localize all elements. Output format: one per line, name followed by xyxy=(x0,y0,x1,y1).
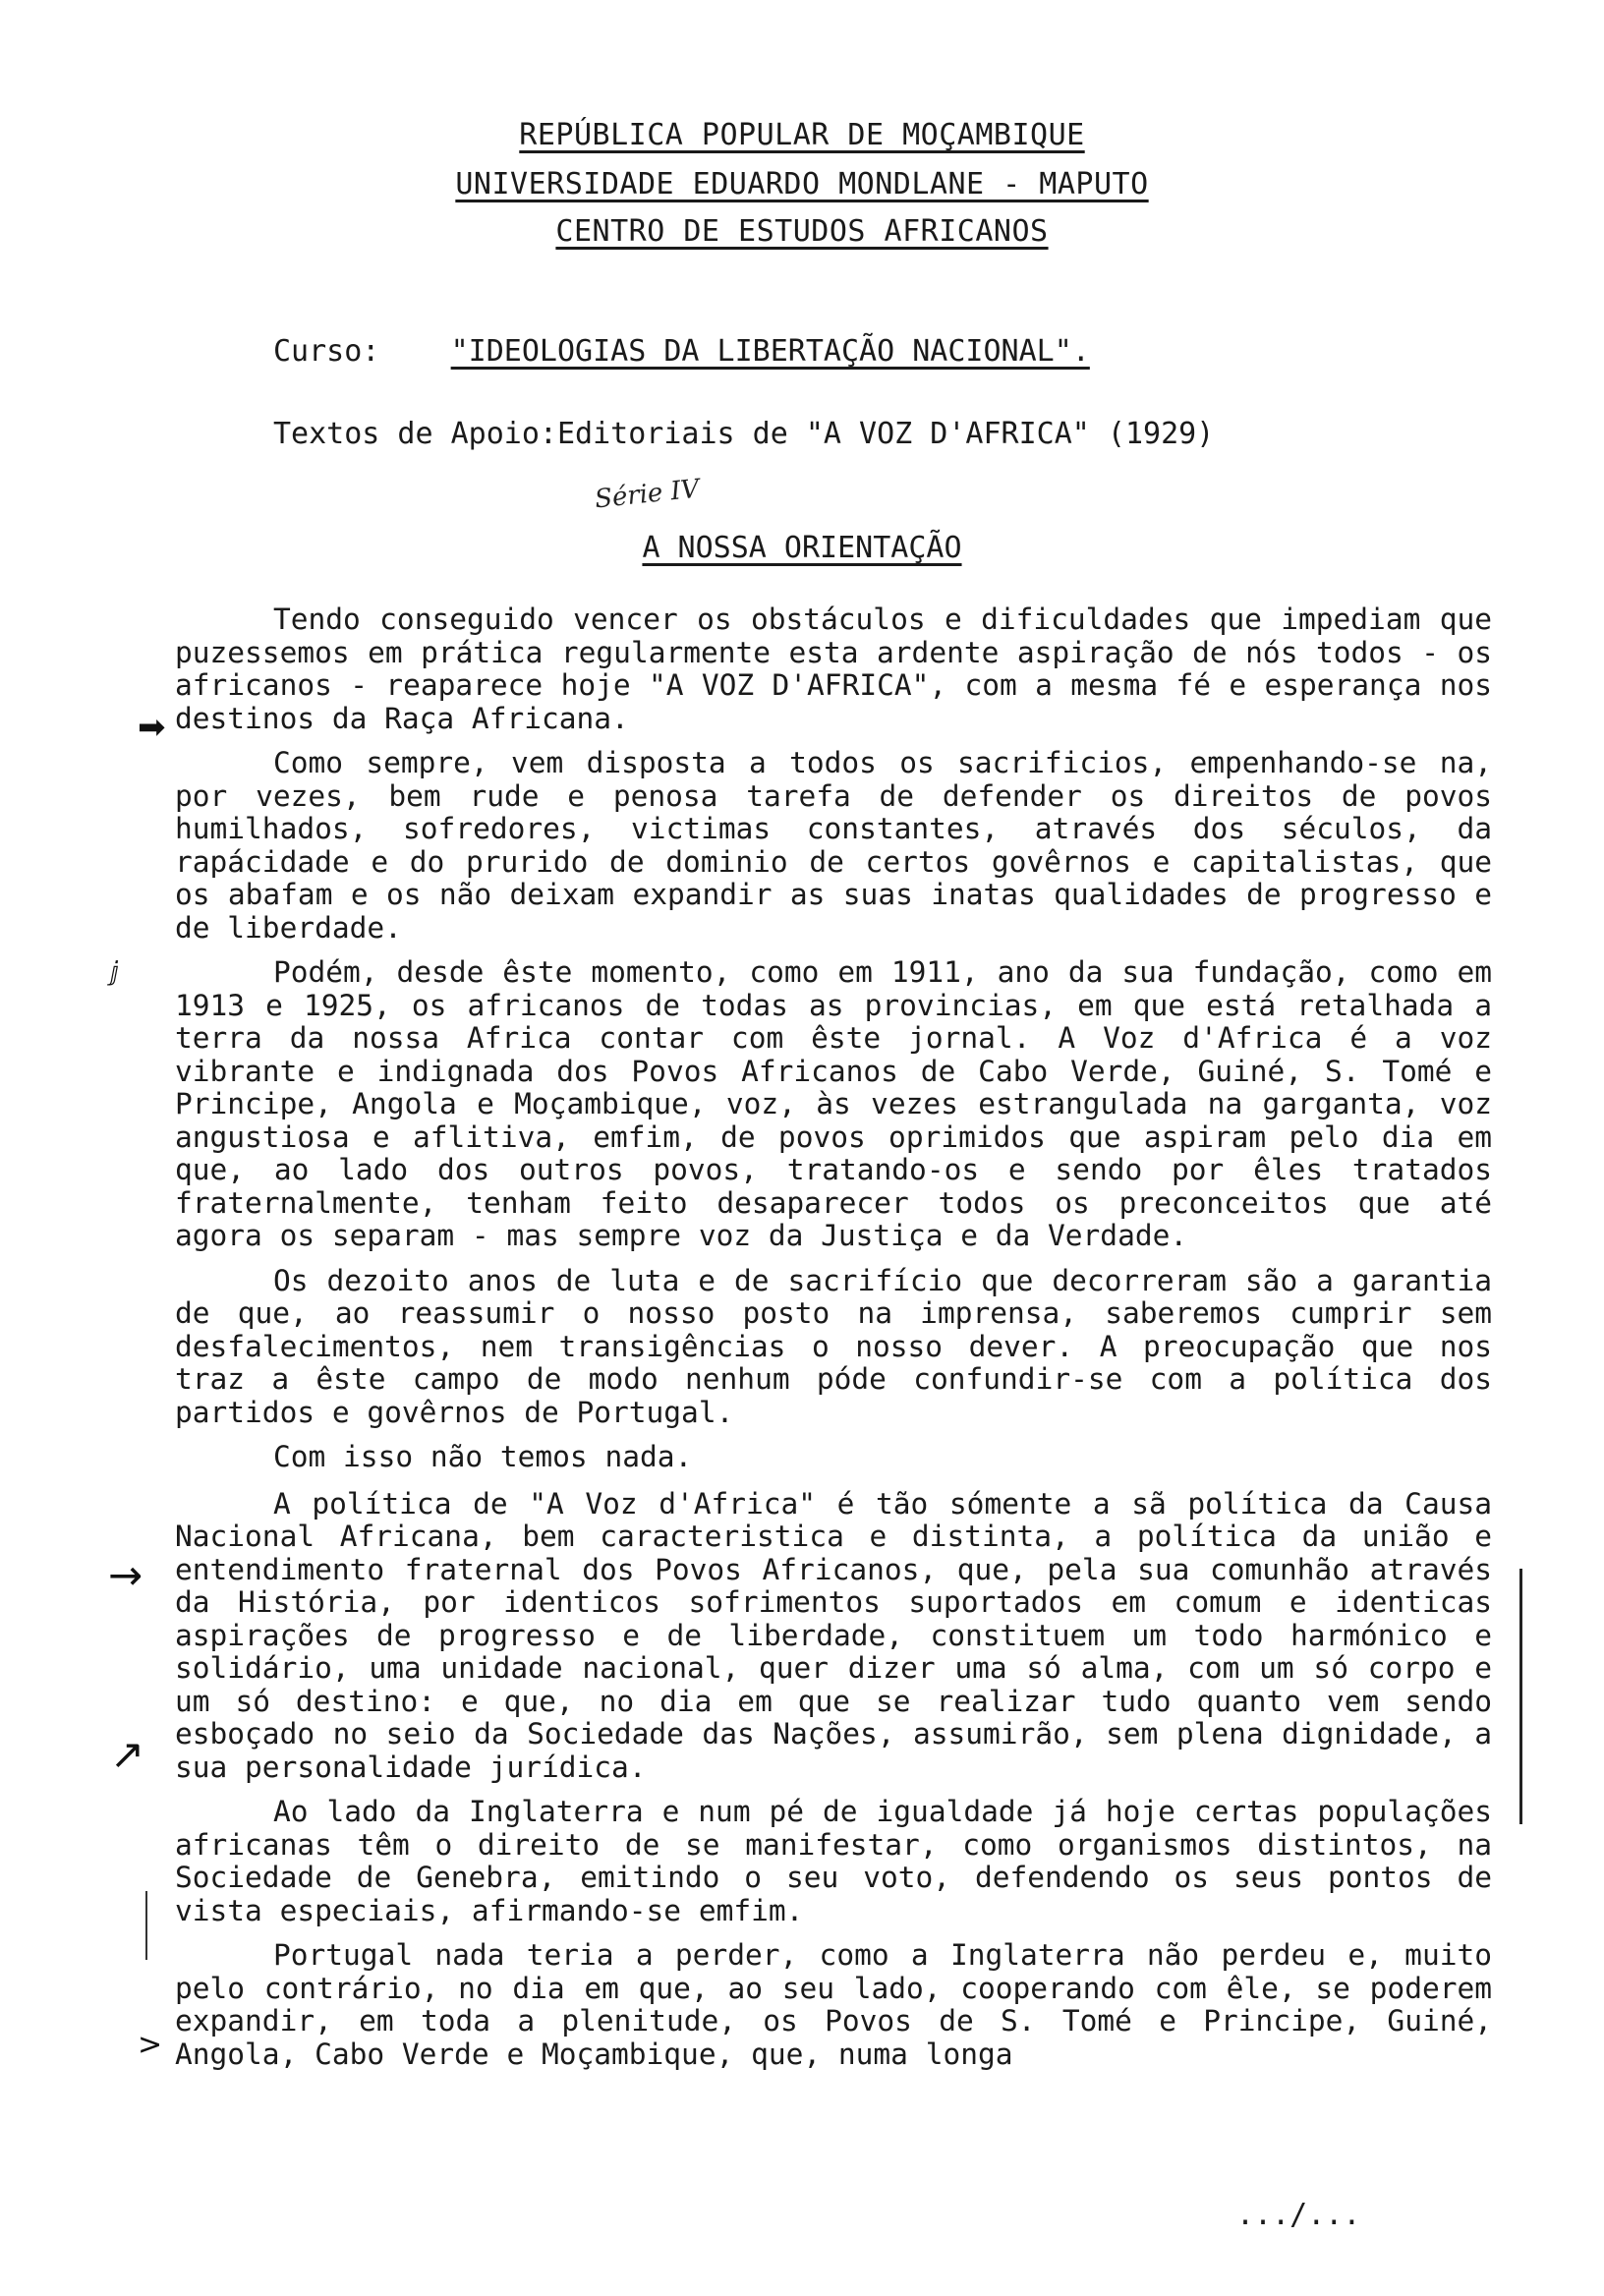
course-line xyxy=(273,334,1090,369)
continuation-marker: .../... xyxy=(1236,2198,1361,2232)
header-line-2: UNIVERSIDADE EDUARDO MONDLANE - MAPUTO xyxy=(455,167,1149,201)
handwritten-arrow-mark: → xyxy=(108,1551,143,1599)
paragraph-4: Os dezoito anos de luta e de sacrifício que decorreram são a garantia de que, ao reassumir o nosso posto na imprensa, saberemos cumprir sem desfalecimentos, nem transigências o nosso dever. A preocupação que nos traz a êste campo de modo nenhum póde confundir-se com a política dos partidos e govêrnos de Portugal. xyxy=(175,1263,1492,1429)
header-line-3: CENTRO DE ESTUDOS AFRICANOS xyxy=(555,214,1049,249)
article-body xyxy=(175,603,1492,2083)
handwritten-series-note: Série IV xyxy=(593,474,701,515)
paragraph-8: Portugal nada teria a perder, como a Inglaterra não perdeu e, muito pelo contrário, no dia em que, ao seu lado, cooperando com êle, se poderem expandir, em toda a plenitude, os Povos de S. Tomé e Principe, Guiné, Angola, Cabo Verde e Moçambique, que, numa longa xyxy=(175,1938,1492,2071)
paragraph-7: Ao lado da Inglaterra e num pé de igualdade já hoje certas populações africanas têm o direito de se manifestar, como organismos distintos, na Sociedade de Genebra, emitindo o seu voto, defendendo os seus pontos de vista especiais, afirmando-se emfim. xyxy=(175,1795,1492,1927)
course-value: "IDEOLOGIAS DA LIBERTAÇÃO NACIONAL". xyxy=(450,334,1090,369)
handwritten-arrow-mark: > xyxy=(138,2028,163,2062)
article-title: A NOSSA ORIENTAÇÃO xyxy=(642,531,962,565)
handwritten-margin-mark: ⅉ xyxy=(110,957,120,987)
handwritten-arrow-mark: ↗ xyxy=(110,1730,145,1778)
paragraph-5: Com isso não temos nada. xyxy=(273,1440,693,1473)
paragraph-1: Tendo conseguido vencer os obstáculos e dificuldades que impediam que puzessemos em prática regularmente esta ardente aspiração de nós todos - os africanos - reaparece hoje "A VOZ D'AFRICA", com a mesma fé e esperança nos destinos da Raça Africana. xyxy=(175,603,1492,735)
paragraph-6: A política de "A Voz d'Africa" é tão sómente a sã política da Causa Nacional Africana, bem caracteristica e distinta, a política da união e entendimento fraternal dos Povos Africanos, que, pela sua comunhão através da História, por identicos sofrimentos suportados em comum e identicas aspirações de progresso e de liberdade, constituem um todo harmónico e solidário, uma unidade nacional, quer dizer uma só alma, com um só corpo e um só destino: e que, no dia em que se realizar tudo quanto vem sendo esboçado no seio da Sociedade das Nações, assumirão, sem plena dignidade, a sua personalidade jurídica. xyxy=(175,1486,1492,1784)
paragraph-3: Podém, desde êste momento, como em 1911, ano da sua fundação, como em 1913 e 1925, os africanos de todas as provincias, em que está retalhada a terra da nossa Africa contar com êste jornal. A Voz d'Africa é a voz vibrante e indignada dos Povos Africanos de Cabo Verde, Guiné, S. Tomé e Principe, Angola e Moçambique, voz, às vezes estrangulada na garganta, voz angustiosa e aflitiva, emfim, de povos oprimidos que aspiram pelo dia em que, ao lado dos outros povos, tratando-os e sendo por êles tratados fraternalmente, tenham feito desaparecer todos os preconceitos que até agora os separam - mas sempre voz da Justiça e da Verdade. xyxy=(175,955,1492,1252)
header-line-1: REPÚBLICA POPULAR DE MOÇAMBIQUE xyxy=(519,118,1085,152)
support-label: Textos de Apoio: xyxy=(273,417,557,451)
handwritten-arrow-mark: ➡ xyxy=(138,708,166,747)
paragraph-2: Como sempre, vem disposta a todos os sacrificios, empenhando-se na, por vezes, bem rude e penosa tarefa de defender os direitos de povos humilhados, sofredores, victimas constantes, através dos séculos, da rapácidade e do prurido de dominio de certos govêrnos e capitalistas, que os abafam e os não deixam expandir as suas inatas qualidades de progresso e de liberdade. xyxy=(175,746,1492,945)
course-label: Curso: xyxy=(273,334,380,369)
handwritten-margin-bracket xyxy=(1519,1569,1522,1824)
support-value: Editoriais de "A VOZ D'AFRICA" (1929) xyxy=(556,417,1215,451)
handwritten-margin-line xyxy=(145,1891,147,1960)
support-texts-line xyxy=(273,417,1214,451)
